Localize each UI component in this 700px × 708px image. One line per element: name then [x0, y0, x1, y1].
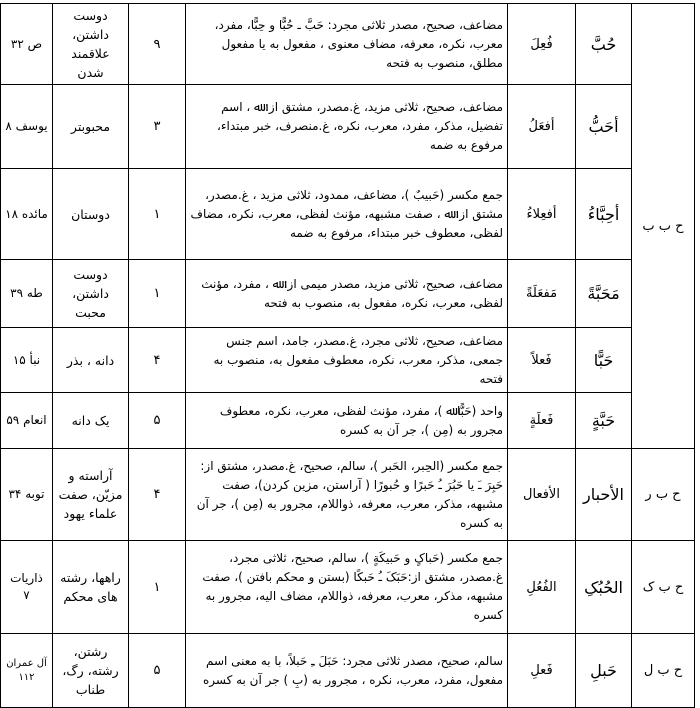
count-cell: ۹ [129, 4, 186, 85]
description-cell: مضاعف، صحیح، ثلاثی مجرد، غ.مصدر، جامد، اسم جنس جمعی، مذکر، معرب، نکره، معطوف مفعول به، منصوب به فتحه [186, 328, 508, 393]
meaning-cell: یک دانه [53, 393, 129, 449]
count-cell: ۱ [129, 169, 186, 260]
table-row [1, 4, 695, 85]
reference-cell: توبه ۳۴ [1, 449, 53, 541]
pattern-cell: أفعِلاءُ [508, 169, 576, 260]
table-row [1, 634, 695, 708]
meaning-cell: دوستان [53, 169, 129, 260]
root-cell: ح ب ب [632, 4, 695, 449]
description-cell: مضاعف، صحیح، ثلاثی مزید، غ.مصدر، مشتق از: ﷲ ، اسم تفضیل، مذکر، مفرد، معرب، نکره، غ.منصرف، خبر مبتداء، مرفوع به ضمه [186, 85, 508, 169]
pattern-cell: أفعَلُ [508, 85, 576, 169]
meaning-cell: دانه ، بذر [53, 328, 129, 393]
table-row [1, 85, 695, 169]
table-row [1, 328, 695, 393]
description-cell: مضاعف، صحیح، ثلاثی مزید، مصدر میمی از: ﷲ ، مفرد، مؤنث لفظی، معرب، نکره، مفعول به، منصوب به فتحه [186, 260, 508, 328]
root-cell: ح ب ک [632, 541, 695, 634]
word-cell: حُبَّ [576, 4, 632, 85]
word-cell: أحَبُّ [576, 85, 632, 169]
table-row [1, 393, 695, 449]
count-cell: ۴ [129, 449, 186, 541]
pattern-cell: الفُعُلِ [508, 541, 576, 634]
reference-cell: آل عمران ۱۱۲ [1, 634, 53, 708]
reference-cell: یوسف ۸ [1, 85, 53, 169]
pattern-cell: فَعلاً [508, 328, 576, 393]
reference-cell: ذاریات ۷ [1, 541, 53, 634]
word-analysis-table [0, 3, 695, 708]
root-cell: ح ب ر [632, 449, 695, 541]
meaning-cell: آراسته و مزیّن، صفت علماء یهود [53, 449, 129, 541]
table-row [1, 169, 695, 260]
table-row [1, 260, 695, 328]
description-cell: سالم، صحیح، مصدر ثلاثی مجرد: حَبَلَ ـِ حَبلاً، با به معنی اسم مفعول، مفرد، معرب، نکره ، مجرور به (بِ ) جر آن به کسره [186, 634, 508, 708]
word-cell: مَحَبَّةً [576, 260, 632, 328]
count-cell: ۱ [129, 541, 186, 634]
reference-cell: مائده ۱۸ [1, 169, 53, 260]
meaning-cell: محبوبتر [53, 85, 129, 169]
word-cell: الحُبُکِ [576, 541, 632, 634]
description-cell: واحد (حَبًّا ﷲ )، مفرد، مؤنث لفظی، معرب، نکره، معطوف مجرور به (مِن )، جر آن به کسره [186, 393, 508, 449]
reference-cell: انعام ۵۹ [1, 393, 53, 449]
table-row [1, 541, 695, 634]
count-cell: ۱ [129, 260, 186, 328]
word-cell: حَبلِ [576, 634, 632, 708]
count-cell: ۳ [129, 85, 186, 169]
meaning-cell: رشتن، رشته، رگ، طناب [53, 634, 129, 708]
meaning-cell: دوست داشتن، محبت [53, 260, 129, 328]
root-cell: ح ب ل [632, 634, 695, 708]
description-cell: مضاعف، صحیح، مصدر ثلاثی مجرد: حَبَّ ـ حُبًّا و حِبًّا، مفرد، معرب، نکره، معرفه، مضاف معنوی ، مفعول به یا مفعول مطلق، منصوب به فتحه [186, 4, 508, 85]
reference-cell: ص ۳۲ [1, 4, 53, 85]
pattern-cell: مَفعَلَةً [508, 260, 576, 328]
count-cell: ۵ [129, 634, 186, 708]
description-cell: جمع مکسر (حَبيبٌ )، مضاعف، ممدود، ثلاثی مزید ، غ.مصدر، مشتق از: ﷲ ، صفت مشبهه، مؤنث لفظی، معرب، نکره، مضاف لفظی، معطوف خبر مبتداء، مرفوع به ضمه [186, 169, 508, 260]
pattern-cell: فُعِلَ [508, 4, 576, 85]
meaning-cell: دوست داشتن، علاقمند شدن [53, 4, 129, 85]
word-cell: حَبًّا [576, 328, 632, 393]
word-cell: أحِبَّاءُ [576, 169, 632, 260]
word-cell: حَبَّةٍ [576, 393, 632, 449]
meaning-cell: راهها، رشته های محکم [53, 541, 129, 634]
pattern-cell: فَعلَةٍ [508, 393, 576, 449]
table-row [1, 449, 695, 541]
description-cell: جمع مکسر (الحِبر، الحَبر )، سالم، صحیح، غ.مصدر، مشتق از: حَبِرَ ـَ یا حَبُرَ ـُ حَبرًا و حُبورًا ( آراستن، مزین کردن)، صفت مشبهه، مذکر، معرب، معرفه، ذواللام، مجرور به (مِن )، جر آن به کسره [186, 449, 508, 541]
count-cell: ۵ [129, 393, 186, 449]
count-cell: ۴ [129, 328, 186, 393]
pattern-cell: فَعلِ [508, 634, 576, 708]
word-cell: الأحبار [576, 449, 632, 541]
reference-cell: نبأ ۱۵ [1, 328, 53, 393]
description-cell: جمع مکسر (حَباکٍ و حَبیکَةٍ )، سالم، صحیح، ثلاثی مجرد، غ.مصدر، مشتق از:حَبَکَ ـُ حَبکًا (بستن و محکم بافتن )، صفت مشبهه، مذکر، معرب، معرفه، ذواللام، مضاف الیه، مجرور به کسره [186, 541, 508, 634]
reference-cell: طه ۳۹ [1, 260, 53, 328]
pattern-cell: الأفعال [508, 449, 576, 541]
